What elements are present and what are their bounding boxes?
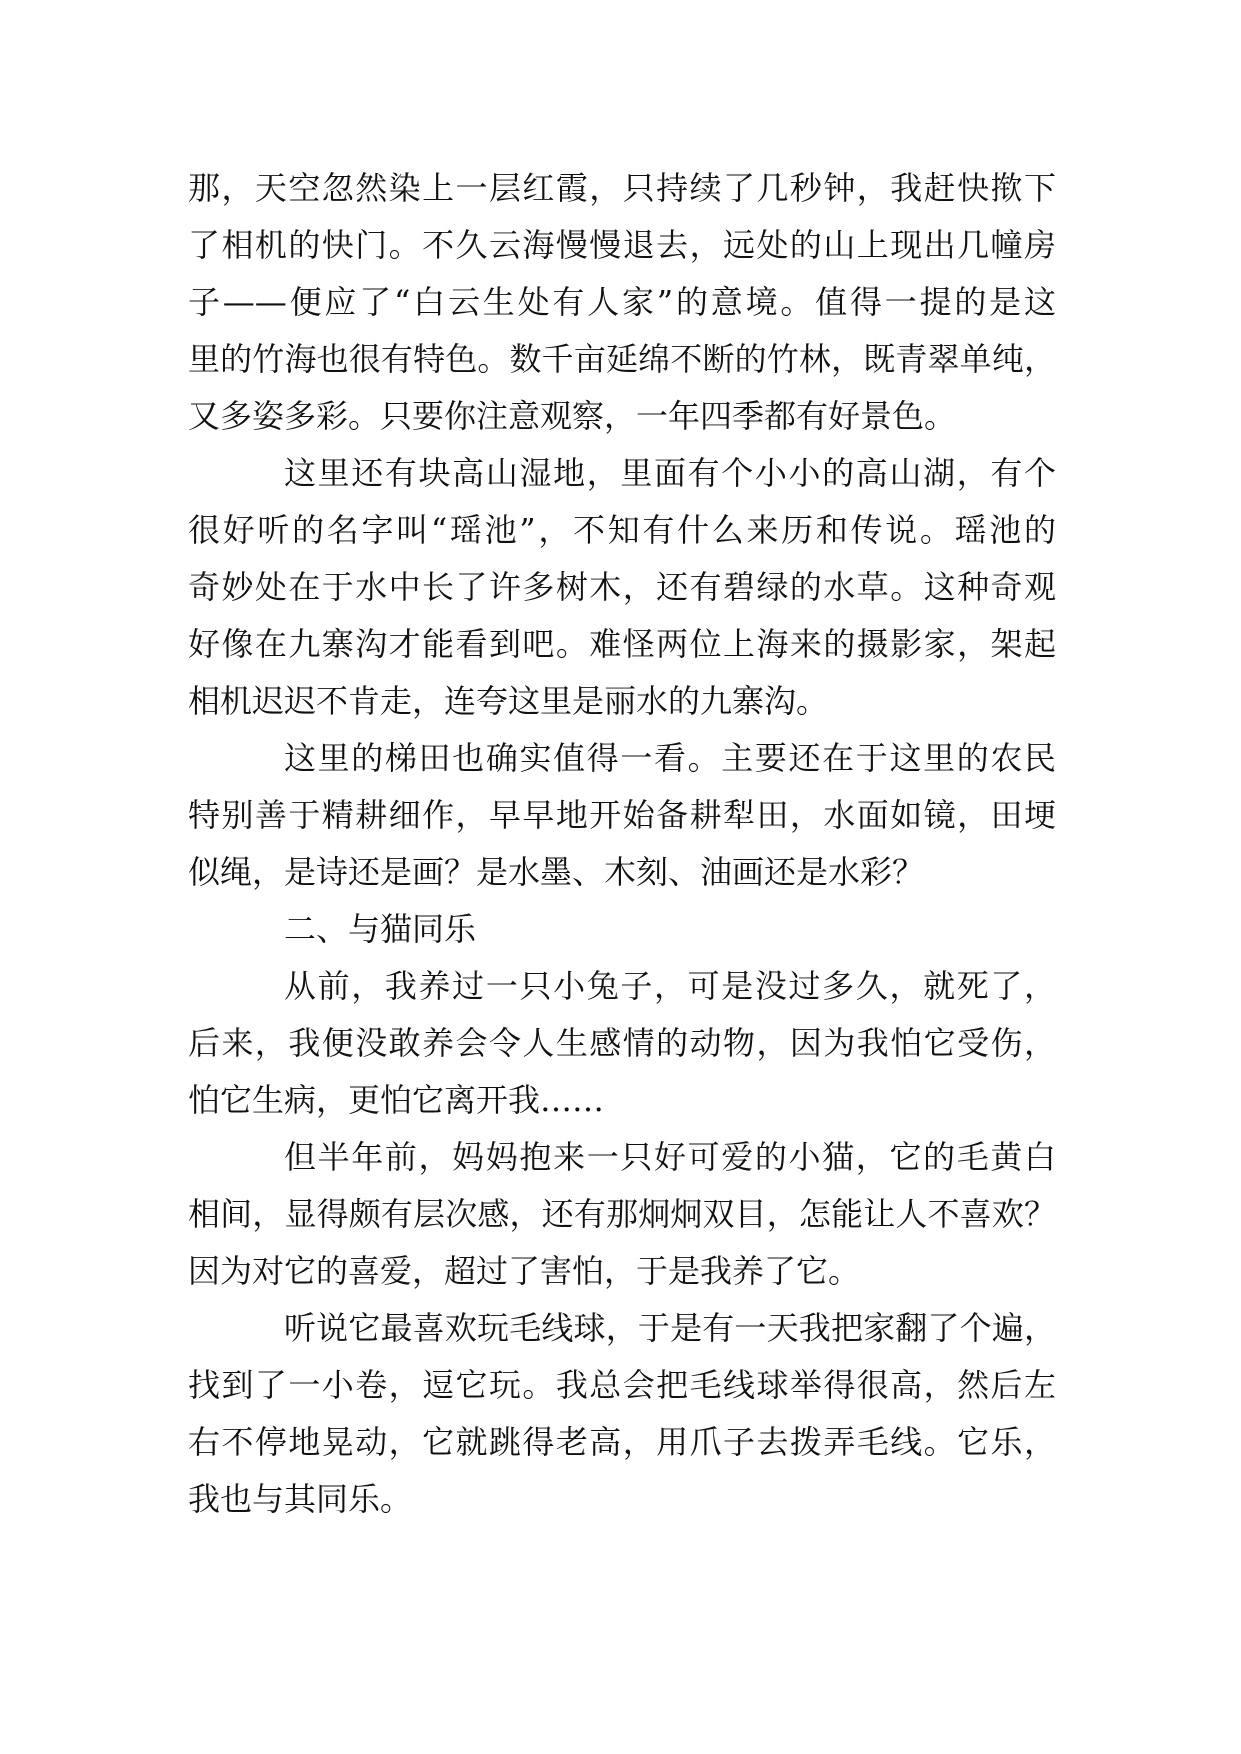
text-line: 因为对它的喜爱，超过了害怕，于是我养了它。: [188, 1252, 861, 1290]
text-line: 但半年前，妈妈抱来一只好可爱的小猫，它的毛黄白: [284, 1138, 1056, 1176]
text-line: 里的竹海也很有特色。数千亩延绵不断的竹林，既青翠单纯，: [188, 340, 1056, 378]
text-line: 找到了一小卷，逗它玩。我总会把毛线球举得很高，然后左: [188, 1366, 1056, 1404]
text-line: 了相机的快门。不久云海慢慢退去，远处的山上现出几幢房: [188, 226, 1056, 264]
text-line: 这里还有块高山湿地，里面有个小小的高山湖，有个: [284, 454, 1056, 492]
text-line: 后来，我便没敢养会令人生感情的动物，因为我怕它受伤，: [188, 1024, 1056, 1062]
text-line: 相机迟迟不肯走，连夸这里是丽水的九寨沟。: [188, 682, 829, 720]
text-line: 子——便应了“白云生处有人家”的意境。值得一提的是这: [188, 283, 1056, 321]
text-line: 听说它最喜欢玩毛线球，于是有一天我把家翻了个遍，: [284, 1309, 1056, 1347]
article-body: [188, 160, 1056, 1528]
text-line: 相间，显得颇有层次感，还有那炯炯双目，怎能让人不喜欢？: [188, 1195, 1056, 1233]
text-line: 好像在九寨沟才能看到吧。难怪两位上海来的摄影家，架起: [188, 625, 1056, 663]
text-line: 奇妙处在于水中长了许多树木，还有碧绿的水草。这种奇观: [188, 568, 1056, 606]
text-line: 很好听的名字叫“瑶池”，不知有什么来历和传说。瑶池的: [188, 511, 1056, 549]
text-line: 那，天空忽然染上一层红霞，只持续了几秒钟，我赶快揿下: [188, 169, 1056, 207]
text-line: 特别善于精耕细作，早早地开始备耕犁田，水面如镜，田埂: [188, 796, 1056, 834]
text-line: 怕它生病，更怕它离开我……: [188, 1081, 605, 1119]
text-line: 我也与其同乐。: [188, 1480, 413, 1518]
text-line: 二、与猫同乐: [284, 910, 477, 948]
text-line: 从前，我养过一只小兔子，可是没过多久，就死了，: [284, 967, 1056, 1005]
text-line: 右不停地晃动，它就跳得老高，用爪子去拨弄毛线。它乐，: [188, 1423, 1056, 1461]
text-line: 似绳，是诗还是画？是水墨、木刻、油画还是水彩？: [188, 853, 925, 891]
text-line: 这里的梯田也确实值得一看。主要还在于这里的农民: [284, 739, 1056, 777]
text-line: 又多姿多彩。只要你注意观察，一年四季都有好景色。: [188, 397, 957, 435]
